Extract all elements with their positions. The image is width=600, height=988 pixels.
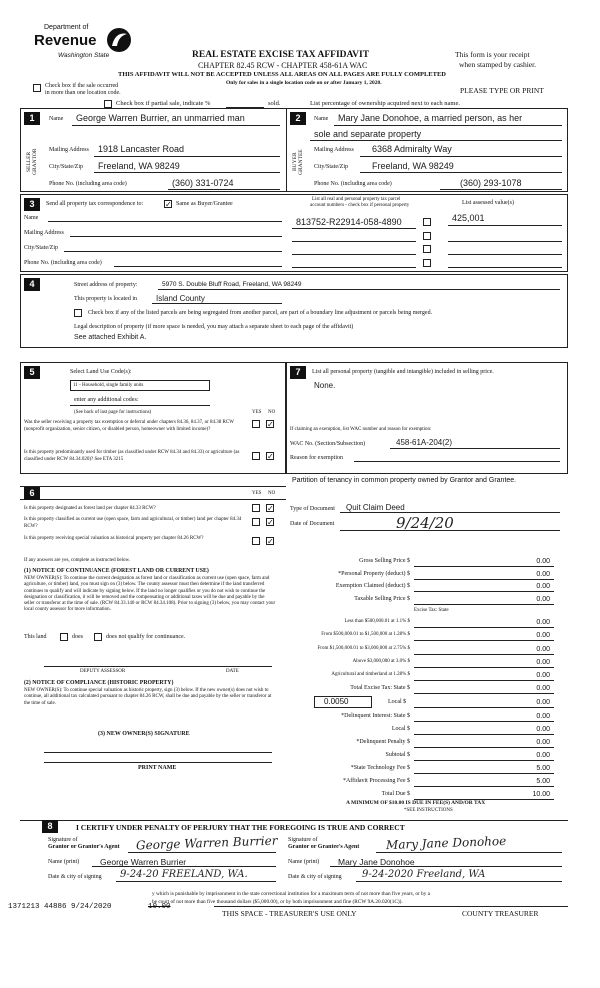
parcel-number[interactable]: 813752-R22914-058-4890 [296,217,402,227]
sec5-yes-head: YES [252,410,262,415]
tax-bracket-label: From $1,500,000.01 to $3,000,000 at 2.75% $ [317,645,410,651]
tax-row-label: Exemption Claimed (deduct) $ [335,583,410,589]
county-treasurer-label: COUNTY TREASURER [462,909,539,918]
legal-description[interactable]: See attached Exhibit A. [74,334,147,341]
buyer-vertical-label: BUYER GRANTEE [292,149,304,175]
sec3-name-label: Name [24,215,39,221]
parcel-3-personal-checkbox[interactable] [423,245,431,253]
wac-line [390,448,560,449]
grantee-sig-label-1: Signature of [288,837,318,843]
sec6-q1-no-checkbox[interactable]: ✓ [267,504,274,513]
seller-name[interactable]: George Warren Burrier, an unmarried man [76,113,245,123]
buyer-name-line-2 [310,140,562,141]
doc-type-line [340,512,560,513]
seller-name-line [72,125,280,126]
sec3-address-label: Mailing Address [24,230,64,236]
doc-date-line [340,530,560,531]
buyer-address-line [360,156,562,157]
tax-tail-row-line [414,760,554,761]
grantee-sig-label-2: Grantor or Grantee's Agent [288,844,360,850]
minimum-due-note: A MINIMUM OF $10.00 IS DUE IN FEE(S) AND/OR TAX [346,800,486,806]
sec5-q2-yes-checkbox[interactable] [252,452,260,460]
does-label: does [72,634,83,640]
total-state-line [414,693,554,694]
additional-codes-line [70,405,210,406]
parcel-line-1 [292,228,416,229]
tax-bracket-label: From $500,000.01 to $1,500,000 at 1.28% $ [321,632,410,638]
total-state-label: Total Excise Tax: State $ [350,685,410,691]
dor-emblem-icon [106,26,132,54]
segregated-checkbox[interactable] [74,309,82,317]
buyer-name-2[interactable]: sole and separate property [314,129,422,139]
tax-tail-row-line [414,747,554,748]
new-owner-sig-line-1 [44,752,272,753]
certify-statement: I CERTIFY UNDER PENALTY OF PERJURY THAT THE FOREGOING IS TRUE AND CORRECT [76,823,405,832]
sec6-question-1: Is this property designated as forest land per chapter 84.33 RCW? [24,506,156,511]
street-label: Street address of property: [74,282,138,288]
new-owner-signature-label: (3) NEW OWNER(S) SIGNATURE [98,731,190,737]
recording-stamp: 1371213 44886 9/24/2020 [8,903,112,911]
tax-row-line [414,579,554,580]
notice-1-title: (1) NOTICE OF CONTINUANCE (FOREST LAND OR CURRENT USE) [24,568,209,574]
new-owner-sig-line-2 [44,762,272,763]
grantor-date-city-label: Date & city of signing [48,874,102,880]
single-location-note: Only for sales in a single location code on or after January 1, 2020. [226,80,382,86]
tax-tail-row-label: *Delinquent Interest: State $ [341,713,410,719]
grantee-date-city-label: Date & city of signing [288,874,342,880]
buyer-phone[interactable]: (360) 293-1078 [460,178,522,188]
multi-location-label-1: Check box if the sale occurred [45,83,119,89]
section-3-number: 3 [24,198,40,211]
grantor-print-line [92,866,276,867]
claiming-exemption-label: If claiming an exemption, list WAC number and reason for exemption: [290,427,432,432]
notice-2-text: NEW OWNER(S): To continue special valuation as historic property, sign (3) below. If the new owner(s) does not wish to continue, all additional tax calculated pursuant to chapter 84.26 RCW, shall be due and payable by the seller or transferor at the time of sale. [24,688,272,706]
tax-bracket-label: Above $3,000,000 at 3.0% $ [352,658,410,664]
section-1-number: 1 [24,112,40,125]
doc-date-label: Date of Document [290,521,335,527]
parcels-head-2: account numbers - check box if personal property [310,203,410,208]
tax-row-line [414,591,554,592]
section-5-number: 5 [24,366,40,379]
grantee-print-line [330,866,562,867]
grantee-date-line [356,881,562,882]
legal-description-label: Legal description of property (if more space is needed, you may attach a separate sheet to each page of the affidavit) [74,324,354,330]
section-7-number: 7 [290,366,306,379]
personal-property-label: List all personal property (tangible and intangible) included in selling price. [312,369,494,375]
sec5-q1-no-checkbox[interactable]: ✓ [267,420,274,429]
sec6-no-head: NO [268,491,276,496]
grantee-name-print-label: Name (print) [288,859,320,865]
deputy-assessor-label: DEPUTY ASSESSOR [80,669,126,674]
tax-bracket-line [414,627,554,628]
if-yes-note: If any answers are yes, complete as instructed below. [24,558,131,563]
see-instructions-note: *SEE INSTRUCTIONS [404,808,453,813]
seller-address[interactable]: 1918 Lancaster Road [98,144,185,154]
recording-stamp-amount: 10.00 [148,903,171,911]
grantor-sig-label-1: Signature of [48,837,78,843]
sec6-question-2: Is this property classified as current use (open space, farm and agricultural, or timber) land per chapter 84.34 RCW? [24,517,242,529]
tax-tail-row-value[interactable]: 10.00 [532,791,550,798]
seller-phone-label: Phone No. (including area code) [49,181,127,187]
sec6-q2-no-checkbox[interactable]: ✓ [267,518,274,527]
print-name-label: PRINT NAME [138,765,177,771]
tax-tail-row-value[interactable]: 0.00 [536,752,550,759]
doc-type-label: Type of Document [290,506,335,512]
seller-phone-line [168,189,280,190]
parcel-4-personal-checkbox[interactable] [423,259,431,267]
assessed-line-1 [448,225,562,226]
section-4-number: 4 [24,278,40,291]
seller-address-label: Mailing Address [49,147,89,153]
sec5-q1-yes-checkbox[interactable] [252,420,260,428]
sec3-city-label: City/State/Zip [24,245,58,251]
form-chapter: CHAPTER 82.45 RCW - CHAPTER 458-61A WAC [198,61,368,70]
sec5-question-2: Is this property predominantly used for timber (as classified under RCW 84.34 and 84.33) or agriculture (as classified under RCW 84.34.020)? See ETA 3215 [24,450,240,462]
tax-row-value[interactable]: 0.00 [536,570,550,578]
sec3-phone-line [114,266,282,267]
sec6-q3-yes-checkbox[interactable] [252,537,260,545]
section-2-number: 2 [290,112,306,125]
this-land-label: This land [24,634,47,640]
assessed-line-2 [448,241,562,242]
wac-number[interactable]: 458-61A-204(2) [396,438,453,447]
buyer-city[interactable]: Freeland, WA 98249 [372,161,454,171]
assessed-line-4 [448,267,562,268]
partial-sale-label: Check box if partial sale, indicate % [116,100,211,107]
tax-row-value[interactable]: 0.00 [536,595,550,603]
tax-tail-row-value[interactable]: 5.00 [536,778,550,785]
sec6-q1-yes-checkbox[interactable] [252,504,260,512]
tax-tail-row-line [414,734,554,735]
grantor-sig-label-2: Grantor or Grantor's Agent [48,844,120,850]
tax-row-label: Taxable Selling Price $ [354,595,410,602]
tax-bracket-value[interactable]: 0.00 [536,672,550,680]
tax-tail-row-value[interactable]: 0.00 [536,739,550,746]
section-6-header-bar [20,486,286,500]
seller-vertical-label: SELLER GRANTOR [26,148,38,176]
sec3-name-line [48,221,282,222]
tax-tail-row-value[interactable]: 0.00 [536,713,550,720]
segregated-label: Check box if any of the listed parcels are being segregated from another parcel, are part of a boundary line adjustment or parcels being merged. [88,310,433,316]
does-not-qualify-checkbox[interactable] [94,633,102,641]
doc-date[interactable]: 9/24/20 [396,514,454,532]
receipt-1: This form is your receipt [455,50,530,59]
tax-tail-row-label: Local $ [391,726,410,732]
parcel-1-personal-checkbox[interactable] [423,218,431,226]
tax-tail-row-line [414,786,554,787]
tax-bracket-value[interactable]: 0.00 [536,658,550,666]
seller-address-line [94,156,280,157]
dor-logo [34,22,144,70]
tax-bracket-value[interactable]: 0.00 [536,619,550,626]
grantor-name-print-label: Name (print) [48,859,80,865]
grantor-sig-line [128,852,276,853]
tax-tail-row-label: *State Technology Fee $ [350,765,410,771]
buyer-name-line-1 [334,125,562,126]
tax-bracket-value[interactable]: 0.00 [536,632,550,640]
grantee-name-print[interactable]: Mary Jane Donohoe [338,857,415,867]
parcel-line-2 [292,241,416,242]
seller-city[interactable]: Freeland, WA 98249 [98,161,180,171]
street-line [158,289,560,290]
personal-property-value[interactable]: None. [314,381,336,390]
buyer-city-line [360,172,562,173]
form-warning: THIS AFFIDAVIT WILL NOT BE ACCEPTED UNLESS ALL AREAS ON ALL PAGES ARE FULLY COMPLETED [118,71,446,78]
located-line [152,303,282,304]
treasurer-use-label: THIS SPACE - TREASURER'S USE ONLY [222,909,357,918]
land-use-label: Select Land Use Code(s): [70,369,132,375]
grantor-date-city[interactable]: 9-24-20 FREELAND, WA. [120,869,248,880]
property-street[interactable]: 5970 S. Double Bluff Road, Freeland, WA 98249 [162,281,302,288]
ownership-note: List percentage of ownership acquired next to each name. [310,100,460,107]
tax-tail-row-label: Subtotal $ [385,752,410,758]
total-state-value[interactable]: 0.00 [536,685,550,692]
assessed-head: List assessed value(s) [462,200,514,206]
notice-1-text: NEW OWNER(S): To continue the current designation as forest land or classification as current use (open space, farm and agriculture, or timber) land, you must sign on (3) below. The county assessor must then determine if the land transferred continues to qualify and will indicate by signing below. If the land no longer qualifies or you do not wish to continue the designation or classification, it will be removed and the compensating or additional taxes will be due and payable by the seller or transferor at the time of sale. (RCW 84.33.140 or RCW 84.34.108). Prior to signing (3) below, you may contact your local county assessor for more information. [24,576,276,613]
sec6-q2-yes-checkbox[interactable] [252,518,260,526]
receipt-2: when stamped by cashier. [459,60,537,69]
assessed-value[interactable]: 425,001 [452,213,485,223]
tax-tail-row-value[interactable]: 0.00 [536,726,550,733]
multi-location-checkbox[interactable] [33,84,41,92]
additional-codes-label: enter any additional codes: [74,397,139,403]
sec6-q3-no-checkbox[interactable]: ✓ [267,537,274,546]
sec5-question-1: Was the seller receiving a property tax exemption or deferral under chapters 84.36, 84.37, or 84.38 RCW (nonprofit organization, senior citizen, or disabled person, homeowner with limited income)? [24,420,234,432]
tax-tail-row-label: *Delinquent Penalty $ [356,739,410,745]
section-8-number: 8 [42,820,58,833]
parcel-2-personal-checkbox[interactable] [423,232,431,240]
form-title: REAL ESTATE EXCISE TAX AFFIDAVIT [192,50,370,60]
tax-row-value[interactable]: 0.00 [536,583,550,590]
grantee-date-city[interactable]: 9-24-2020 Freeland, WA [362,869,486,880]
wac-label: WAC No. (Section/Subsection) [290,441,366,447]
same-as-buyer-checkbox[interactable]: ✓ [165,200,172,209]
tax-bracket-label: Less than $500,000.01 at 1.1% $ [344,619,410,624]
buyer-address-label: Mailing Address [314,147,354,153]
local-value[interactable]: 0.00 [536,699,550,706]
sec5-q2-no-checkbox[interactable]: ✓ [267,452,274,461]
buyer-address[interactable]: 6368 Admiralty Way [372,144,452,154]
parcels-head-1: List all real and personal property tax parcel [312,197,401,202]
tax-tail-row-label: Total Due $ [381,791,410,797]
tax-bracket-line [414,680,554,681]
tax-tail-row-line [414,721,554,722]
local-rate: 0.0050 [324,697,349,706]
buyer-phone-label: Phone No. (including area code) [314,181,392,187]
tax-row-line [414,566,554,567]
grantor-name-print[interactable]: George Warren Burrier [100,857,187,867]
multi-location-label-2: in more than one location code. [45,90,121,96]
local-line [414,707,554,708]
reason-label: Reason for exemption [290,455,343,461]
partial-sale-checkbox[interactable] [104,100,112,108]
tax-row-label: Gross Selling Price $ [359,558,410,564]
excise-state-label: Excise Tax: State [414,608,449,613]
dept-small: Department of [44,24,89,31]
sec3-city-line [64,251,282,252]
deputy-date-label: DATE [226,669,239,674]
grantor-date-line [116,881,276,882]
tax-row-label: *Personal Property (deduct) $ [338,570,410,577]
does-qualify-checkbox[interactable] [60,633,68,641]
tax-tail-row-value[interactable]: 5.00 [536,765,550,772]
located-label: This property is located in [74,296,137,302]
send-correspondence-label: Send all property tax correspondence to: [46,201,144,207]
seller-city-line [94,172,280,173]
treasurer-top-line [214,906,568,907]
land-use-value: 11 - Household, single family units [73,383,144,388]
buyer-name-1[interactable]: Mary Jane Donohoe, a married person, as her [338,113,523,123]
sec3-phone-label: Phone No. (including area code) [24,260,102,266]
perjury-note-2: he court of not more than five thousand dollars ($5,000.00), or by both imprisonment and fine (RCW 9A.20.020(1C)). [152,899,403,905]
dept-state: Washington State [58,52,110,59]
same-as-buyer-label: Same as Buyer/Grantee [176,201,233,207]
parcel-line-4 [292,267,416,268]
reason-line [354,461,560,462]
dept-big: Revenue [34,32,97,49]
exemption-reason[interactable]: Partition of tenancy in common property owned by Grantor and Grantee. [292,477,517,484]
sec6-yes-head: YES [252,491,262,496]
does-not-label: does not qualify for continuance. [106,634,186,640]
tax-bracket-line [414,654,554,655]
section-6-number: 6 [24,487,40,500]
local-label: Local $ [388,699,407,705]
please-type: PLEASE TYPE OR PRINT [460,86,544,95]
deputy-line [44,666,272,667]
tax-bracket-line [414,640,554,641]
sec3-address-line [70,236,282,237]
buyer-phone-line [440,189,562,190]
sec5-no-head: NO [268,410,276,415]
partial-sale-sold: sold. [268,100,281,107]
tax-bracket-line [414,667,554,668]
doc-type[interactable]: Quit Claim Deed [346,503,405,512]
sec6-question-3: Is this property receiving special valuation as historical property per chapter 84.26 RCW? [24,536,204,541]
assessed-line-3 [448,254,562,255]
seller-name-label: Name [49,116,64,122]
tax-tail-row-line [414,773,554,774]
grantor-signature[interactable]: George Warren Burrier [135,833,278,853]
buyer-city-label: City/State/Zip [314,164,348,170]
seller-city-label: City/State/Zip [49,164,83,170]
section-1-2-divider [286,108,287,192]
tax-tail-row-label: *Affidavit Processing Fee $ [342,778,410,784]
tax-bracket-label: Agricultural and timberland at 1.28% $ [331,672,410,678]
parcel-line-3 [292,254,416,255]
notice-2-title: (2) NOTICE OF COMPLIANCE (HISTORIC PROPERTY) [24,680,174,686]
grantee-sig-line [376,852,562,853]
grantee-signature[interactable]: Mary Jane Donohoe [385,833,507,853]
tax-row-line [414,604,554,605]
see-back-note: (See back of last page for instructions) [74,410,152,415]
seller-phone[interactable]: (360) 331-0724 [172,178,234,188]
tax-row-value[interactable]: 0.00 [536,558,550,565]
buyer-name-label: Name [314,116,329,122]
perjury-note-1: y which is punishable by imprisonment in the state correctional institution for a maximum term of not more than five years, or by a [152,891,431,897]
tax-bracket-value[interactable]: 0.00 [536,645,550,653]
property-county[interactable]: Island County [156,294,205,303]
